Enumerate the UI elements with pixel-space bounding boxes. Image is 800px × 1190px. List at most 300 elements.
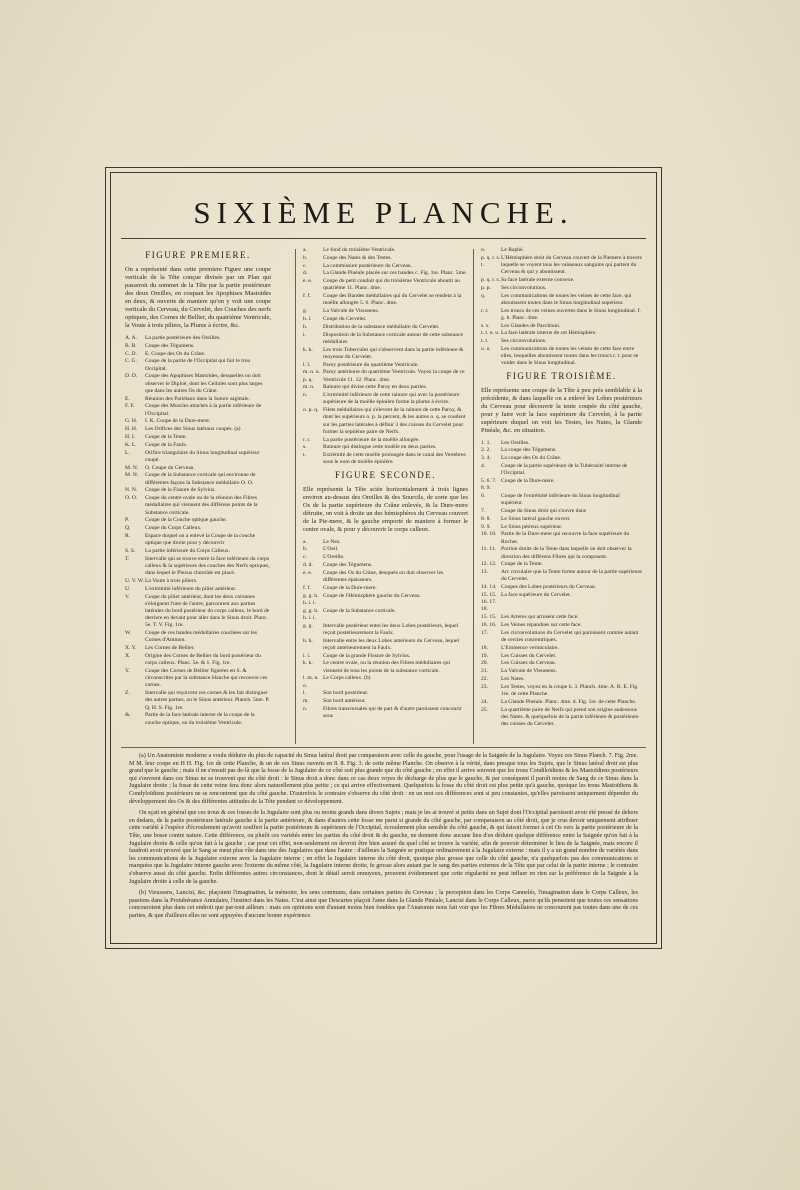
legend-entry xyxy=(303,706,468,720)
legend-text: Coupe du Cervelet. xyxy=(323,315,367,322)
legend-key: 4. xyxy=(481,462,486,469)
legend-text: Rainure qui distingue cette moëlle en deux parties. xyxy=(323,444,437,451)
legend-key: e. e. xyxy=(303,569,313,576)
legend-text: Son bord antérieur. xyxy=(323,698,366,705)
figure-2-intro: Elle représente la Tête sciée horizontalement à trois lignes environ au-dessus des Oreilles & des Sourcils, de sorte que les Os de la partie supérieure du Crâne enlevés, & la Dure-mere détruite, on voit à droite un des hémisphères du Cerveau couvert de la Pie-mere, & le gauche emporté de maniere à former le centre ovale, & pour y découvrir le corps calleux. xyxy=(303,485,468,533)
legend-text: L'Oreille. xyxy=(323,554,345,561)
legend-text: La Glande Pinéale placée sur ces bandes c. Fig. 1re. Planc. 5me. xyxy=(323,270,467,277)
legend-text: I. K. Coupe de la Dure-mere. xyxy=(145,418,211,425)
column-figure-1 xyxy=(125,247,271,727)
legend-text: La commissure postérieure du Cerveau. xyxy=(323,262,413,269)
legend-entry xyxy=(125,442,271,449)
legend-key: g. g. h. h. i. i. xyxy=(303,607,319,621)
legend-key: 18. xyxy=(481,644,488,651)
legend-entry xyxy=(481,277,642,284)
legend-entry xyxy=(481,614,642,621)
legend-entry xyxy=(303,675,468,689)
legend-entry xyxy=(125,418,271,425)
legend-entry xyxy=(303,562,468,569)
legend-text: Les Orifices des Sinus latéraux coupés. (a) xyxy=(145,426,241,433)
column-right xyxy=(481,247,642,729)
legend-entry xyxy=(481,684,642,698)
legend-key: C. G. xyxy=(125,358,137,365)
legend-key: G. H. xyxy=(125,418,138,425)
legend-text: La partie postérieure des Oreilles. xyxy=(145,335,221,341)
legend-entry xyxy=(481,592,642,614)
legend-text: Coupe des Bandes médullaires qui du Cervelet se rendent à la moëlle allongée 5. 6. Planc. 4me. xyxy=(323,293,462,307)
legend-key: Y. xyxy=(125,667,130,674)
legend-text: L'Hémisphère droit du Cerveau couvert de la Piemere à travers laquelle se voyent tous les vaisseaux sanguins qui partent du Cerveau & qui y aboutissent. xyxy=(501,254,642,276)
legend-entry xyxy=(481,346,642,368)
legend-entry xyxy=(303,347,468,361)
legend-text: Les Cornes de Bellier. xyxy=(145,645,195,652)
legend-entry xyxy=(125,578,271,585)
legend-entry xyxy=(303,608,468,622)
legend-key: f. f. xyxy=(303,584,311,591)
legend-entry xyxy=(125,712,271,726)
legend-key: 1. 1. xyxy=(481,439,491,446)
figure-3-intro: Elle représente une coupe de la Tête à peu près semblable à la précédente, & dans laquelle on a enlevé les Lobes postérieurs du Cerveau pour découvrir la tente coupée du côté gauche, pour y faire voir la face supérieure du Cervelet, à la partie supérieure duquel on voit les Testes, les Nates, la Glande Pinéale, &c. en situation. xyxy=(481,386,642,434)
legend-entry xyxy=(481,455,642,462)
legend-key: 14. 14. xyxy=(481,584,497,591)
figure-1-legend xyxy=(125,335,271,727)
figure-2-legend-continued xyxy=(481,247,642,368)
legend-key: a. xyxy=(303,538,307,545)
legend-text: La face supérieure du Cervelet. xyxy=(501,591,572,598)
legend-key: 25. xyxy=(481,706,488,713)
legend-key: V. xyxy=(125,593,130,600)
legend-text: Coupe du centre ovale ou de la réunion des Fibres médullaires qui viennent des différens points de la Substance corticale. xyxy=(145,495,258,516)
legend-key: 23. xyxy=(481,683,488,690)
legend-entry xyxy=(303,247,468,254)
legend-key: &. xyxy=(125,712,131,719)
legend-entry xyxy=(125,533,271,547)
legend-entry xyxy=(481,699,642,706)
footnote-a-continued: On sçait en général que ces trous & ces fosses de la Jugulaire sont plus ou moins grands dans divers Sujets ; mais je les ai trouvé si petits dans un Sujet dont l'Occipital paroissoit avoir été pressé de dehors en dedans, de la partie postérieure latérale gauche à la partie antérieure, & dans d'autres cette fosse me parut si grande du côté gauche, par comparaison au côté droit, que je crus devoir uniquement attribuer cette variété à l'espèce d'écroulement qu'avoit souffert la partie postérieure & supérieure de l'Occipital, écroulement plus sensible du côté gauche, & qui faisoit former à cet Os vers la partie postérieure de la Tête, une bosse contre nature. Cette différence, ou plutôt ces variétés entre les parties du côté droit & du gauche, ne donnent donc aucune lieu d'en déduire quelque différence entre la Saignée qu'on fait à la Jugulaire droite & celle qu'on fait à la gauche ; car pour cet effet, non-seulement on devroit être bien assuré du quel côté se trouve la variété, afin de pouvoir déterminer le lieu de la Saignée, mais encore il faudroit avoir prouvé que le Sang se meut plus vîte dans une des Jugulaires que dans l'autre : d'ailleurs la Saignée se pratique ordinairement à la Jugulaire externe : mais il y a un grand nombre de variétés dans les communications de la Jugulaire externe avec la Jugulaire interne ; en effet la Jugulaire interne du côté droit, quoique plus grosse que celle du côté gauche, n'a quelquefois pas des communications si marquées que la Jugulaire interne gauche avec l'externe du même côté, la Jugulaire interne droite, fe grosse alors autant par le sang des parties externes de la Tête que par celui de la partie interne ; le contraire s'observe aussi du côté gauche. Enfin différentes autres circonstances, dont le détail seroit ennuyeux, prouvent évidemment que cette régularité ne peut influer en rien sur la préférence de la Saignée à la Jugulaire droite à celle de la gauche. xyxy=(129,810,638,885)
legend-key: t. t. u. u. xyxy=(481,330,500,337)
legend-text: Les Nates. xyxy=(501,675,525,682)
legend-key: p. q. r. s. xyxy=(481,277,501,283)
legend-key: l. l. xyxy=(303,361,311,368)
legend-text: Le Sinus pétreux supérieur. xyxy=(501,523,563,530)
legend-entry xyxy=(125,465,271,472)
legend-entry xyxy=(303,293,468,307)
legend-text: Les Cuisses du Cervelet. xyxy=(501,652,557,659)
legend-key: 15. 15. xyxy=(481,614,497,621)
legend-entry xyxy=(303,316,468,323)
legend-text: Coupe des Apophises Mastoïdes, desquelles on doit observer le Diploé, dont les Cellules sont plus larges que dans les autres Os du Crâne. xyxy=(145,373,263,394)
legend-entry xyxy=(481,668,642,675)
legend-text: Les Glandes de Pacchioni. xyxy=(501,322,561,329)
legend-entry xyxy=(481,493,642,507)
legend-text: Filets médullaires qui s'élevent de la rainure de cette Paroy, & dont les supérieurs o. p. la percent, & les autres o. q. se coudent sur les parties latérales à définir 3 des cuisses du Cervelet pour former la septième paire de Nerfs. xyxy=(323,407,466,435)
legend-key: 19. xyxy=(481,652,488,659)
legend-key: i. i. xyxy=(303,652,311,659)
legend-key: H. H. xyxy=(125,426,138,433)
legend-entry xyxy=(303,554,468,561)
footnote-a: (a) Un Anatomiste moderne a voulu déduire du plus de capacité du Sinus latéral droit par comparaison avec celle du gauche, pour l'usage de la Saignée de la Jugulaire. Voyez ces Sinus Planch. 7. Fig. 2me. M M. leur coupe en H H. Fig. 1re de cette Planche, & un de ces Sinus ouverts en 8. 8. Fig. 3. de cette même Planche. On observe à la vérité, dans presque tous les Sujets, que le Sinus latéral droit est plus grand que le gauche ; mais il ne s'ensuit pas de-là que la fosse de la Jugulaire de ce côté soit plus grande que du côté gauche ; en effet il arrive souvent que les trous Condiloïdiens & les Mastoïdiens postérieurs qui s'ouvrent dans ces Sinus ne se trouvent que du côté droit : le Sinus droit a donc dans ce cas deux voyes de décharge de plus que le gauche, & par conséquent il paroît moins de Sang de ce Sinus dans la Jugulaire droite ; la fosse de cette veine fera donc alors naturellement plus petite ; ce qui arrive effectivement. Quelquefois la fosse du côté droit est plus petite qu'à gauche, quoique les trous Mastoïdiens & Condyloïdiens postérieurs ne se rencontrent que du côté gauche. D'autrefois le contraire s'observe du côté droit : en un mot ces différences sont si peu constantes, qu'elles paroissent uniquement dépendre du développement des Os & des différentes attitudes de la Tête pendant ce développement. xyxy=(129,753,638,805)
legend-key: T. xyxy=(125,555,130,562)
legend-key: u. u. xyxy=(481,345,491,352)
legend-entry xyxy=(303,546,468,553)
legend-key: m. n. xyxy=(303,384,315,391)
legend-key: 8. 8. xyxy=(481,515,491,522)
legend-key: o. xyxy=(481,247,486,253)
legend-key: l. xyxy=(303,690,306,697)
legend-key: i. xyxy=(303,331,306,338)
legend-entry xyxy=(125,351,271,358)
legend-key: h. i. xyxy=(303,315,312,322)
legend-entry xyxy=(303,407,468,436)
column-middle xyxy=(303,247,468,721)
legend-text: Partie de la face latérale interne de la coupe de la couche optique, ou du troisième Ventricule. xyxy=(145,712,255,726)
legend-text: La partie postérieure de la moëlle allongée. xyxy=(323,436,420,443)
legend-text: Le Nez. xyxy=(323,538,341,545)
legend-text: Rainure qui divise cette Paroy en deux parties. xyxy=(323,384,428,391)
legend-entry xyxy=(303,444,468,451)
legend-text: Portion droite de la Tente dans laquelle on doit observer la direction des différens Fibres qui la composent. xyxy=(501,546,632,560)
legend-entry xyxy=(481,660,642,667)
legend-text: Disposition de la Substance corticale autour de cette substance médullaire. xyxy=(323,331,464,345)
plate-frame xyxy=(110,172,657,944)
title-divider xyxy=(121,238,646,239)
legend-key: t. t. xyxy=(481,338,489,345)
legend-text: Réunion des Pariétaux dans la Suture sagittale. xyxy=(145,395,250,402)
legend-entry xyxy=(481,707,642,729)
legend-text: Orifice triangulaire du Sinus longitudinal supérieur coupé. xyxy=(145,449,260,463)
legend-text: Intervalle entre les deux Lobes antérieurs du Cerveau, lequel reçoit antérieurement la Faulx. xyxy=(323,637,459,651)
legend-key: 20. xyxy=(481,660,488,667)
legend-text: Coupe de ces bandes médullaires couchées sur les Cornes d'Ammon. xyxy=(145,630,257,644)
legend-text: Coupe des Cornes de Bellier figurées en S. & circonscrites par la substance blanche qui recouvre ces cornes. xyxy=(145,667,268,689)
legend-entry xyxy=(481,285,642,292)
legend-text: Coupe de la Tente. xyxy=(145,433,187,440)
legend-entry xyxy=(481,584,642,591)
legend-entry xyxy=(481,546,642,560)
legend-key: H. I. xyxy=(125,433,136,440)
legend-entry xyxy=(303,384,468,391)
legend-entry xyxy=(303,437,468,444)
legend-text: Coupe de la Faulx. xyxy=(145,441,188,448)
legend-text: Le Sinus latéral gauche ouvert. xyxy=(501,515,571,522)
legend-entry xyxy=(303,263,468,270)
legend-entry xyxy=(125,403,271,417)
legend-entry xyxy=(481,247,642,254)
legend-key: n. xyxy=(303,392,308,399)
legend-text: Arc circulaire que la Tente forme autour de la partie supérieure du Cervelet. xyxy=(501,569,642,583)
legend-key: O. O. xyxy=(125,495,138,502)
legend-key: 12. 12. xyxy=(481,561,497,568)
legend-key: L. xyxy=(125,449,130,456)
legend-key: F. F. xyxy=(125,403,135,410)
legend-key: 11. 11. xyxy=(481,546,496,553)
legend-entry xyxy=(125,517,271,524)
legend-text: Les Veines répandues sur cette face. xyxy=(501,621,582,628)
legend-entry xyxy=(125,556,271,578)
legend-text: Coupe de l'Hémisphère gauche du Cerveau. xyxy=(323,592,421,599)
legend-text: Coupe de la Substance corticale. xyxy=(323,607,396,614)
legend-text: Paroy antérieure du quatrième Ventricule. Voyez la coupe de ce Ventricule 11. 12. Planc. 4me. xyxy=(323,369,465,383)
legend-entry xyxy=(125,343,271,350)
legend-entry xyxy=(303,278,468,292)
legend-entry xyxy=(125,548,271,555)
legend-key: U. xyxy=(125,585,131,592)
legend-entry xyxy=(125,495,271,517)
legend-entry xyxy=(303,653,468,660)
legend-text: Le centre ovale, ou la réunion des Fibres médullaires qui viennent de tous les points de la substance corticale. xyxy=(323,660,451,674)
legend-text: Coupe du pilier antérieur, dont les deux colonnes s'éloignent l'une de l'autre, parcourent aux parties latérales du bord postérieur du corps calleux, le bord de derriere en devant pour aller dans le Sinus droit. Planc. 5e. T. V. Fig. 1re. xyxy=(145,593,270,629)
legend-key: m. n. o. p. q. xyxy=(303,369,320,383)
legend-entry xyxy=(481,440,642,447)
legend-entry xyxy=(125,653,271,667)
legend-entry xyxy=(481,531,642,545)
legend-key: X. xyxy=(125,652,131,659)
legend-text: Paroy postérieure du quatrième Ventricule. xyxy=(323,361,419,368)
legend-text: Le Corps calleux. (b) xyxy=(323,675,371,682)
legend-key: W. xyxy=(125,630,132,637)
legend-text: Coupe des Os du Crâne, desquels on doit observer les différentes épaisseurs. xyxy=(323,569,444,583)
legend-text: Partie de la Dure-mere qui recouvre la face supérieure du Rocher. xyxy=(501,531,630,545)
legend-entry xyxy=(125,690,271,712)
legend-text: Intervalle postérieur entre les deux Lobes postérieurs, lequel reçoit postérieurement la Faulx. xyxy=(323,622,459,636)
legend-key: U. V. W. xyxy=(125,577,144,584)
legend-entry xyxy=(481,463,642,477)
legend-text: La partie inférieure du Corps Calleux. xyxy=(145,547,231,554)
figure-2-heading: FIGURE SECONDE. xyxy=(334,469,436,480)
legend-text: Coupe de la Dure-mere. xyxy=(323,584,377,591)
legend-entry xyxy=(303,660,468,674)
legend-key: g. xyxy=(303,308,308,315)
legend-key: 3. 4. xyxy=(481,455,491,462)
legend-text: Coupe de la Substance corticale qui environne de différentes façons la Substance médullaire O. O. xyxy=(145,472,256,486)
legend-text: La Voute à trois piliers. xyxy=(145,577,198,584)
legend-text: Sa face latérale externe convexe. xyxy=(501,277,575,283)
legend-entry xyxy=(125,358,271,372)
legend-key: M. N. xyxy=(125,472,139,479)
legend-key: 6. xyxy=(481,492,486,499)
legend-text: Les trois Tubercules qui s'observent dans la partie inférieure & moyenne du Cervelet. xyxy=(323,346,464,360)
legend-entry xyxy=(303,308,468,315)
page-title: SIXIÈME PLANCHE. xyxy=(193,195,574,230)
legend-key: A. A. xyxy=(125,335,137,341)
legend-key: s. xyxy=(303,444,307,451)
footnotes xyxy=(129,753,638,924)
legend-key: E. xyxy=(125,395,130,402)
legend-entry xyxy=(303,324,468,331)
legend-key: p. p. xyxy=(481,284,491,291)
legend-key: q. xyxy=(481,292,486,299)
legend-text: E. Coupe des Os du Crâne. xyxy=(145,350,206,357)
legend-key: g. g. xyxy=(303,622,313,629)
figure-1-legend-continued xyxy=(303,247,468,467)
legend-text: Coupe de la partie de l'Occipital qui fait le trou Occipital. xyxy=(145,358,251,372)
legend-entry xyxy=(481,561,642,568)
legend-entry xyxy=(303,332,468,346)
legend-text: Les communications de toutes les veines de cette face entre elles, lesquelles aboutissent toutes dans les troncs r. r. pour se vuider dans le Sinus longitudinal. xyxy=(501,345,639,367)
legend-entry xyxy=(125,450,271,464)
legend-entry xyxy=(125,426,271,433)
legend-text: Les Arteres qui arrosent cette face. xyxy=(501,614,579,621)
legend-entry xyxy=(125,487,271,494)
column-divider xyxy=(473,249,474,744)
legend-key: r. r. xyxy=(303,436,311,443)
legend-key: X. Y. xyxy=(125,645,137,652)
legend-key: 15. 15. 16. 17. 18. xyxy=(481,591,497,613)
legend-entry xyxy=(303,270,468,277)
legend-entry xyxy=(303,452,468,466)
legend-key: g. g. h. h. i. i. xyxy=(303,592,319,606)
legend-entry xyxy=(481,447,642,454)
legend-text: Fibres transversales qui de part & d'autre paroissent concourir sous xyxy=(323,705,462,720)
legend-text: Coupe du petit conduit qui du troisième Ventricule aboutit au quatrième 11. Planc. 4me. xyxy=(323,278,460,292)
legend-key: p. q. r. s. t. xyxy=(481,254,501,268)
legend-entry xyxy=(481,622,642,629)
legend-key: 17. xyxy=(481,629,488,636)
legend-text: Coupe des Muscles attachés à la partie inférieure de l'Occipital. xyxy=(145,403,262,417)
legend-entry xyxy=(481,645,642,652)
legend-key: b. xyxy=(303,254,308,261)
legend-key: D. D. xyxy=(125,373,138,380)
legend-entry xyxy=(481,478,642,492)
legend-entry xyxy=(481,330,642,337)
legend-key: Z. xyxy=(125,690,130,697)
legend-entry xyxy=(481,630,642,644)
legend-text: La face latérale interne de cet Hémisphère. xyxy=(501,330,597,337)
legend-entry xyxy=(481,255,642,277)
legend-key: 16. 16. xyxy=(481,621,497,628)
legend-key: a. xyxy=(303,247,307,253)
legend-text: L'extrémité inférieure de cette rainure qui avec la postérieure supérieure de la moëlle épinière forme la plume à écrire. xyxy=(323,392,460,406)
legend-key: B. B. xyxy=(125,342,137,349)
notes-divider xyxy=(121,747,646,748)
legend-text: Son bord postérieur. xyxy=(323,690,369,697)
figure-1-intro: On a représenté dans cette premiere Figure une coupe verticale de la Tête conçue divisée par un Plan qui passeroit du sommet de la Tête par la partie postérieure des deux Oreilles, en coupant les Apophises Mastoïdes en deux, & ouverte de maniere qu'on y voit une coupe verticale du Cerveau, du Cervelet, des Couches des nerfs optiques, des Cornes de Bellier, du quatrième Ventricule, la Voute à trois piliers, la Plume à écrire, &c. xyxy=(125,266,271,329)
legend-text: Coupe de la Dure-mere. xyxy=(501,477,555,484)
legend-text: L'extrémité inférieure du pilier antérieur. xyxy=(145,585,237,592)
legend-entry xyxy=(481,338,642,345)
legend-text: Coupe des Tégumens. xyxy=(323,561,373,568)
legend-entry xyxy=(303,255,468,262)
legend-entry xyxy=(125,373,271,395)
figure-3-legend xyxy=(481,440,642,729)
legend-text: Coupe de la Tente. xyxy=(501,561,543,568)
legend-text: Ses circonvolutions. xyxy=(501,284,547,291)
legend-entry xyxy=(125,586,271,593)
legend-key: 24. xyxy=(481,698,488,705)
legend-key: 21. xyxy=(481,668,488,675)
legend-text: Coupe de la Fissure de Sylvius. xyxy=(145,487,216,494)
legend-entry xyxy=(303,362,468,369)
legend-text: Le Raphé. xyxy=(501,247,524,253)
legend-entry xyxy=(481,308,642,322)
text-columns xyxy=(125,247,642,747)
legend-key: Q. xyxy=(125,525,131,532)
legend-text: Coupe des Nates & des Testes. xyxy=(323,254,392,261)
legend-entry xyxy=(125,335,271,342)
legend-entry xyxy=(303,593,468,607)
legend-text: Les Testes, voyez en la coupe b. 3. Planch. 4me. A. B. E. Fig. 1re. de cette Planche. xyxy=(501,683,639,697)
legend-text: Coupe du Sinus droit qui s'ouvre dans xyxy=(501,507,586,514)
legend-text: Coupe de l'extrémité inférieure du Sinus longitudinal supérieur. xyxy=(501,492,620,507)
legend-entry xyxy=(125,594,271,630)
legend-key: 5. 6. 7. 8. 9. xyxy=(481,477,497,492)
legend-key: e. e. xyxy=(303,278,313,285)
figure-2-legend xyxy=(303,539,468,721)
legend-entry xyxy=(481,323,642,330)
legend-text: Coupe des Tégumens. xyxy=(145,342,195,349)
legend-entry xyxy=(303,539,468,546)
legend-key: M. N. xyxy=(125,464,139,471)
legend-text: Extrémité de cette moëlle prolongée dans le canal des Vertebres sous le nom de moëlle épinière. xyxy=(323,452,466,466)
legend-key: l. m. n. o. xyxy=(303,675,319,689)
legend-entry xyxy=(303,698,468,705)
legend-text: La Glande Pinéale. Planc. 4me. d. Fig. 1re. de cette Planche. xyxy=(501,698,637,705)
legend-key: b. xyxy=(303,546,308,553)
legend-entry xyxy=(481,569,642,583)
legend-text: Intervalle qui reçoivent ces cornes & les fait distinguer des autres parties, ou le Sinus antérieur. Planch. 5me. P. Q. H. S. Fig. 1re. xyxy=(145,690,270,711)
figure-3-heading: FIGURE TROISIÈME. xyxy=(506,370,617,381)
legend-key: 22. xyxy=(481,675,488,682)
legend-key: P. xyxy=(125,517,129,524)
legend-key: r. r. xyxy=(481,307,489,314)
legend-entry xyxy=(303,570,468,584)
legend-entry xyxy=(125,630,271,644)
legend-entry xyxy=(303,623,468,637)
legend-key: k. k. xyxy=(303,346,313,353)
legend-entry xyxy=(481,293,642,307)
legend-entry xyxy=(303,638,468,652)
legend-text: La Valvule de Vieussens. xyxy=(501,668,558,675)
legend-entry xyxy=(481,516,642,523)
legend-key: d. d. xyxy=(303,561,313,568)
legend-key: 13. xyxy=(481,569,488,576)
legend-key: c. xyxy=(303,554,307,561)
legend-key: C. D. xyxy=(125,350,137,357)
legend-key: m. xyxy=(303,698,309,705)
legend-entry xyxy=(125,525,271,532)
legend-entry xyxy=(481,653,642,660)
legend-entry xyxy=(303,690,468,697)
legend-key: f. f. xyxy=(303,293,311,300)
legend-key: c. xyxy=(303,262,307,269)
legend-key: s. s. xyxy=(481,322,490,329)
legend-key: t. xyxy=(303,452,306,459)
legend-key: 7. xyxy=(481,507,486,514)
legend-entry xyxy=(481,524,642,531)
footnote-b: (b) Vieussens, Lancisi, &c. plaçoient l'imagination, la mémoire, les sens communs, dans certaines parties du Cerveau ; la perception dans les Corps Cannelés, l'imagination dans le Corps Calleux, les passions dans la Protubérance Annulaire, l'instinct dans les Nates. C'est ainsi que Descartes plaçoit l'ame dans la Glande Pinéale, Lancisi dans le Corps Calleux, parce qu'ils pensoient que toutes ces sensations concouroient plus dans cet endroit que par-tout ailleurs : mais ces opinions sont d'autant moins bien fondées que l'Anatomie nous fait voir que les Fibres Médullaires ne concourent pas toutes dans une de ces parties, & que d'ailleurs elles ne sont appuyées d'aucune bonne expérience. xyxy=(129,890,638,919)
legend-text: Espace duquel on a enlevé la Coupe de la couche optique que droite pour y découvrir xyxy=(145,532,256,547)
legend-text: Coupes des Lobes postérieurs du Cerveau. xyxy=(501,584,597,591)
legend-key: h. h. xyxy=(303,637,313,644)
legend-key: R. xyxy=(125,532,131,539)
legend-key: K. L. xyxy=(125,441,137,448)
legend-key: d. xyxy=(303,270,308,277)
legend-entry xyxy=(481,508,642,515)
legend-key: 2. 2. xyxy=(481,447,491,454)
legend-text: La coupe des Tégumens. xyxy=(501,447,557,454)
legend-entry xyxy=(125,668,271,690)
legend-text: La coupe des Os du Crâne. xyxy=(501,455,562,462)
legend-text: Coupe de la Couche optique gauche. xyxy=(145,517,228,524)
legend-entry xyxy=(125,472,271,486)
legend-key: 10. 10. xyxy=(481,531,497,538)
legend-text: L'Oeil. xyxy=(323,546,339,553)
legend-text: L'Eminence vermiculaire. xyxy=(501,644,559,651)
legend-key: 9. 9. xyxy=(481,523,491,530)
legend-text: Les circonvolutions du Cervelet qui paroissent comme autant de cercles concentriques. xyxy=(501,629,639,643)
legend-text: Les communications de toutes les veines de cette face, qui aboutissent toutes dans le Sinus longitudinal supérieur. xyxy=(501,292,632,306)
legend-text: Coupe de la grande Fissure de Sylvius. xyxy=(323,652,411,659)
